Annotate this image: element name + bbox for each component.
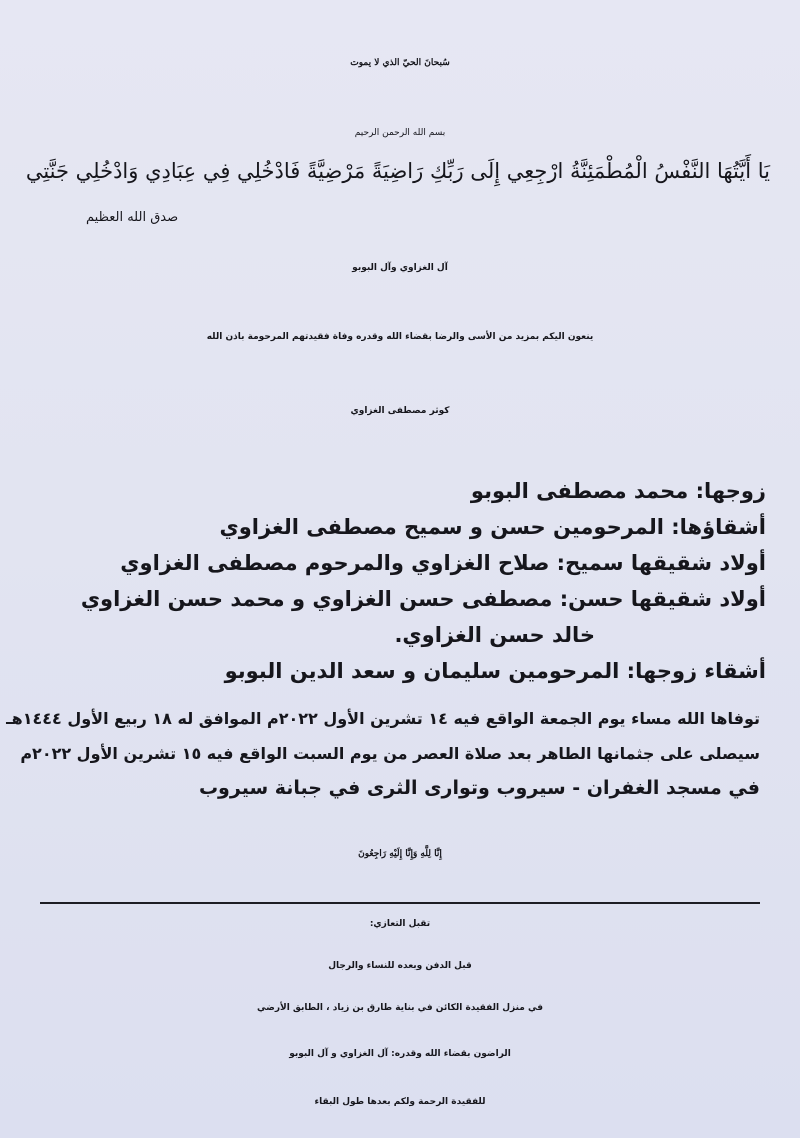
burial-place-line: في مسجد الغفران - سيروب وتوارى الثرى في جبانة سيروب: [198, 777, 760, 799]
deceased-name: كوثر مصطفى الغزاوي: [350, 406, 450, 416]
header-calligraphy: سُبحانَ الحيّ الذي لا يموت: [350, 58, 450, 68]
closing-line: للفقيدة الرحمة ولكم بعدها طول البقاء: [314, 1097, 486, 1107]
istirja-calligraphy: إِنَّا لِلَّهِ وَإِنَّا إِلَيْهِ رَاجِعُونَ: [358, 849, 442, 859]
death-date-line: توفاها الله مساء يوم الجمعة الواقع فيه ١٤ تشرين الأول ٢٠٢٢م الموافق له ١٨ ربيع الأول ١٤٤٤هـ: [6, 709, 760, 728]
quran-verse: يَا أَيَّتُهَا النَّفْسُ الْمُطْمَئِنَّةُ ارْجِعِي إِلَى رَبِّكِ رَاضِيَةً مَرْضِيَّةً فَادْخُلِي فِي عِبَادِي وَادْخُلِي جَنَّتِي: [25, 159, 770, 183]
relative-line: أولاد شقيقها حسن: مصطفى حسن الغزاوي و محمد حسن الغزاوي: [80, 587, 766, 611]
relative-line: أشقاء زوجها: المرحومين سليمان و سعد الدين البوبو: [224, 659, 766, 683]
basmala: بسم الله الرحمن الرحيم: [354, 128, 446, 138]
announcement-intro: ينعون اليكم بمزيد من الأسى والرضا بقضاء الله وقدره وفاة فقيدتهم المرحومة باذن الله: [206, 332, 594, 342]
condolences-heading: تقبل التعازي:: [369, 919, 431, 929]
condolences-location: في منزل الفقيدة الكائن في بناية طارق بن زياد ، الطابق الأرضي: [257, 1003, 543, 1013]
condolences-timing: قبل الدفن وبعده للنساء والرجال: [328, 961, 472, 971]
relative-line: خالد حسن الغزاوي.: [394, 623, 595, 647]
sadaqa-text: صدق الله العظيم: [86, 210, 179, 225]
family-names-heading: آل الغزاوي وآل البوبو: [352, 263, 448, 273]
relative-line: زوجها: محمد مصطفى البوبو: [470, 479, 766, 503]
closing-line: الراضون بقضاء الله وقدره: آل الغزاوي و آل البوبو: [289, 1049, 511, 1059]
funeral-prayer-line: سيصلى على جثمانها الطاهر بعد صلاة العصر من يوم السبت الواقع فيه ١٥ تشرين الأول ٢٠٢٢م: [20, 744, 760, 763]
relative-line: أشقاؤها: المرحومين حسن و سميح مصطفى الغزاوي: [219, 515, 766, 539]
divider-line: [40, 902, 760, 904]
relative-line: أولاد شقيقها سميح: صلاح الغزاوي والمرحوم مصطفى الغزاوي: [120, 551, 766, 575]
